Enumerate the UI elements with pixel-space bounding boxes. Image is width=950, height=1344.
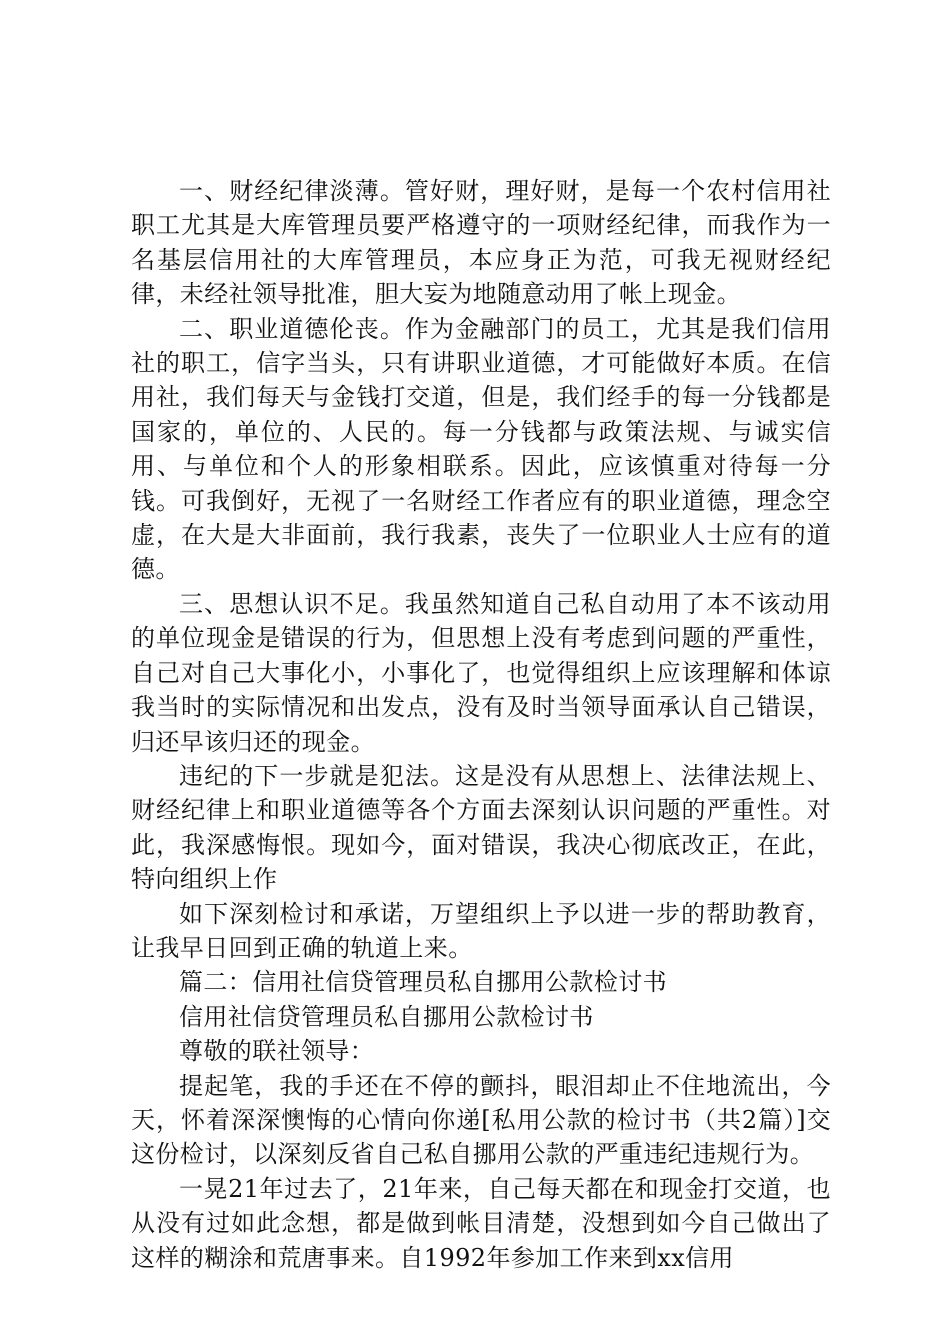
document-body <box>131 174 831 1275</box>
letter-salutation: 尊敬的联社领导： <box>179 1037 375 1066</box>
paragraph-financial-discipline: 一、财经纪律淡薄。管好财，理好财，是每一个农村信用社职工尤其是大库管理员要严格遵守的一项财经纪律，而我作为一名基层信用社的大库管理员，本应身正为范，可我无视财经纪律，未经社领导批准，胆大妄为地随意动用了帐上现金。 <box>131 177 831 309</box>
paragraph-violation-consequence: 违纪的下一步就是犯法。这是没有从思想上、法律法规上、财经纪律上和职业道德等各个方面去深刻认识问题的严重性。对此，我深感悔恨。现如今，面对错误，我决心彻底改正，在此，特向组织上作 <box>131 761 831 894</box>
paragraph-opening: 提起笔，我的手还在不停的颤抖，眼泪却止不住地流出，今天，怀着深深懊悔的心情向你递[私用公款的检讨书（共2篇）]交这份检讨，以深刻反省自己私自挪用公款的严重违纪违规行为。 <box>131 1071 831 1169</box>
section-heading-part-two: 篇二：信用社信贷管理员私自挪用公款检讨书 <box>179 968 667 997</box>
paragraph-21-years: 一晃21年过去了，21年来，自己每天都在和现金打交道，也从没有过如此念想，都是做到帐目清楚，没想到如今自己做出了这样的糊涂和荒唐事来。自1992年参加工作来到xx信用 <box>131 1174 831 1272</box>
letter-title: 信用社信贷管理员私自挪用公款检讨书 <box>179 1002 594 1031</box>
paragraph-ideological-awareness: 三、思想认识不足。我虽然知道自己私自动用了本不该动用的单位现金是错误的行为，但思想上没有考虑到问题的严重性，自己对自己大事化小，小事化了，也觉得组织上应该理解和体谅我当时的实际情况和出发点，没有及时当领导面承认自己错误，归还早该归还的现金。 <box>131 589 831 756</box>
paragraph-professional-ethics: 二、职业道德伦丧。作为金融部门的员工，尤其是我们信用社的职工，信字当头，只有讲职业道德，才可能做好本质。在信用社，我们每天与金钱打交道，但是，我们经手的每一分钱都是国家的，单位的、人民的。每一分钱都与政策法规、与诚实信用、与单位和个人的形象相联系。因此，应该慎重对待每一分钱。可我倒好，无视了一名财经工作者应有的职业道德，理念空虚，在大是大非面前，我行我素，丧失了一位职业人士应有的道德。 <box>131 314 831 584</box>
paragraph-commitment: 如下深刻检讨和承诺，万望组织上予以进一步的帮助教育，让我早日回到正确的轨道上来。 <box>131 899 831 962</box>
